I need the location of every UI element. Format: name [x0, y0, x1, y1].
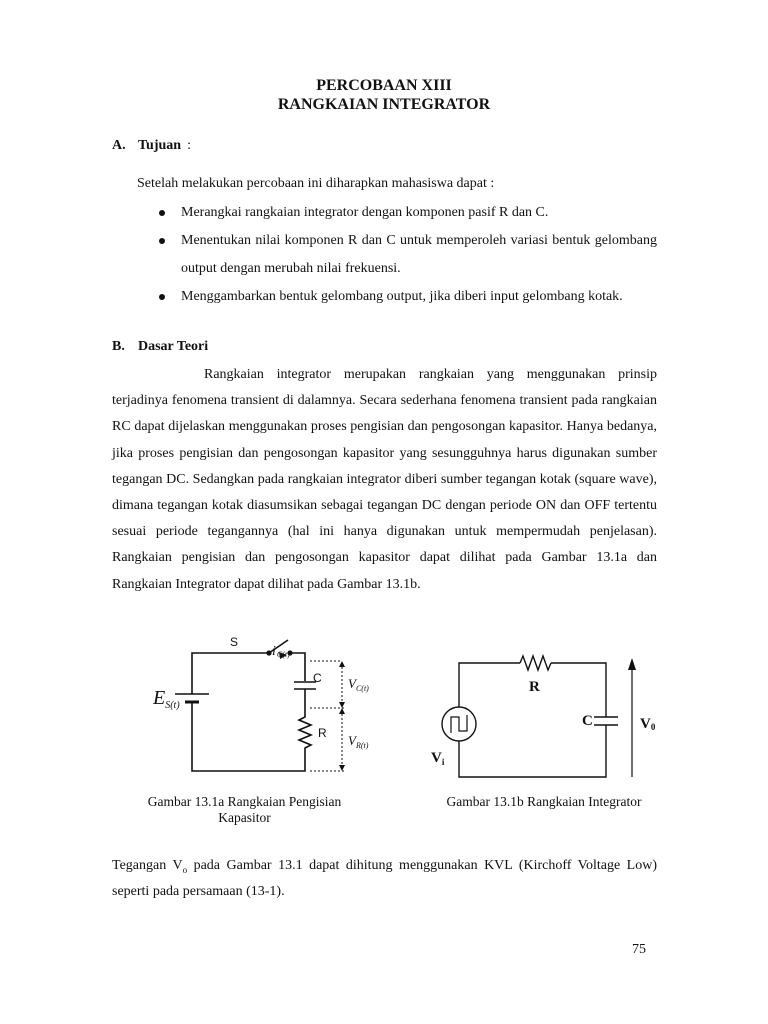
page-number: 75	[632, 942, 646, 957]
vo-arrow-icon	[628, 658, 636, 670]
list-item-text: Merangkai rangkaian integrator dengan komponen pasif R dan C.	[181, 205, 549, 220]
resistor-label: R	[318, 726, 327, 740]
vo-label: V	[640, 716, 651, 732]
section-b-heading	[112, 339, 208, 355]
switch-label: S	[230, 635, 239, 649]
svg-text:VR(t)	[348, 733, 369, 750]
current-subscript: C(t)	[276, 650, 290, 659]
section-a-colon: :	[187, 138, 191, 153]
figure-13-1a-circuit	[145, 628, 390, 778]
vr-subscript: R(t)	[355, 741, 369, 750]
bullet-icon	[159, 210, 165, 216]
title-line-2: RANGKAIAN INTEGRATOR	[277, 96, 491, 113]
kvl-text-before: Tegangan V	[112, 858, 183, 873]
bullet-icon	[159, 238, 165, 244]
list-item-text: Menggambarkan bentuk gelombang output, jika diberi input gelombang kotak.	[181, 289, 623, 304]
objective-list	[137, 199, 657, 311]
kvl-text-after: pada Gambar 13.1 dapat dihitung menggunakan KVL (Kirchoff Voltage Low) seperti pada persamaan (13-1).	[112, 858, 658, 899]
source-label: E	[153, 687, 166, 709]
wire-bottom	[192, 702, 305, 771]
list-item	[137, 283, 657, 311]
wire-top-left	[192, 653, 268, 694]
list-item	[137, 227, 657, 283]
kvl-paragraph	[112, 855, 657, 902]
vr-label: V	[348, 733, 356, 748]
resistor-zigzag	[520, 656, 551, 670]
current-label: i	[272, 644, 276, 659]
caption-13-1a-line2: Kapasitor	[218, 810, 271, 825]
bullet-icon	[159, 294, 165, 300]
vc-subscript: C(t)	[355, 684, 369, 693]
svg-text:iC(t)	[272, 644, 290, 659]
vi-label: V	[431, 750, 442, 766]
title-line-1: PERCOBAAN XIII	[316, 77, 452, 94]
wire-top-right	[290, 653, 305, 681]
capacitor-label: C	[582, 713, 593, 729]
svg-text:Vi	[431, 750, 445, 767]
wire-right-top	[551, 663, 606, 717]
theory-paragraph-text: Rangkaian integrator merupakan rangkaian yang menggunakan prinsip terjadinya fenomena transient di dalamnya. Secara sederhana fenomena transient pada rangkaian RC dapat dijelaskan menggunakan proses pengisian dan pengosongan kapasitor. Hanya bedanya, jika proses pengisian dan pengosongan kapasitor yang sesungguhnya harus digunakan sumber tegangan DC. Sedangkan pada rangkaian integrator diberi sumber tegangan kotak (square wave), dimana tegangan kotak diasumsikan sebagai tegangan DC dengan periode ON dan OFF tertentu sesuai periode tegangannya (hal ini hanya digunakan untuk mempermudah penjelasan). Rangkaian pengisian dan pengosongan kapasitor dapat dilihat pada Gambar 13.1a dan Rangkaian Integrator dapat dilihat pada Gambar 13.1b.	[112, 367, 657, 592]
caption-13-1b: Gambar 13.1b Rangkaian Integrator	[446, 794, 642, 809]
wire-left-top	[459, 663, 520, 707]
vc-label: V	[348, 676, 356, 691]
section-b-label: Dasar Teori	[138, 339, 209, 354]
kvl-subscript: o	[182, 864, 188, 875]
section-a-heading	[112, 138, 191, 154]
square-wave-icon	[451, 715, 467, 733]
resistor-label: R	[529, 679, 540, 695]
section-a-number: A.	[112, 138, 126, 153]
caption-13-1a	[112, 794, 377, 826]
section-b-number: B.	[112, 339, 125, 354]
svg-text:VC(t)	[348, 676, 369, 693]
list-item	[137, 199, 657, 227]
source-subscript: S(t)	[165, 700, 180, 711]
wire-bottom	[459, 725, 606, 777]
svg-text:ES(t)	[152, 687, 180, 711]
capacitor-label: C	[313, 671, 322, 685]
list-item-text: Menentukan nilai komponen R dan C untuk memperoleh variasi bentuk gelombang output dengan merubah nilai frekuensi.	[181, 233, 657, 276]
section-a-label: Tujuan	[138, 138, 182, 153]
intro-text: Setelah melakukan percobaan ini diharapkan mahasiswa dapat :	[137, 176, 495, 191]
vi-subscript: i	[441, 757, 445, 767]
resistor-zigzag	[299, 712, 311, 764]
caption-13-1a-line1: Gambar 13.1a Rangkaian Pengisian	[147, 794, 342, 809]
svg-text:V0	[640, 716, 656, 732]
figure-13-1b-circuit	[425, 645, 670, 785]
vo-subscript: 0	[650, 722, 656, 732]
theory-paragraph	[112, 362, 657, 598]
